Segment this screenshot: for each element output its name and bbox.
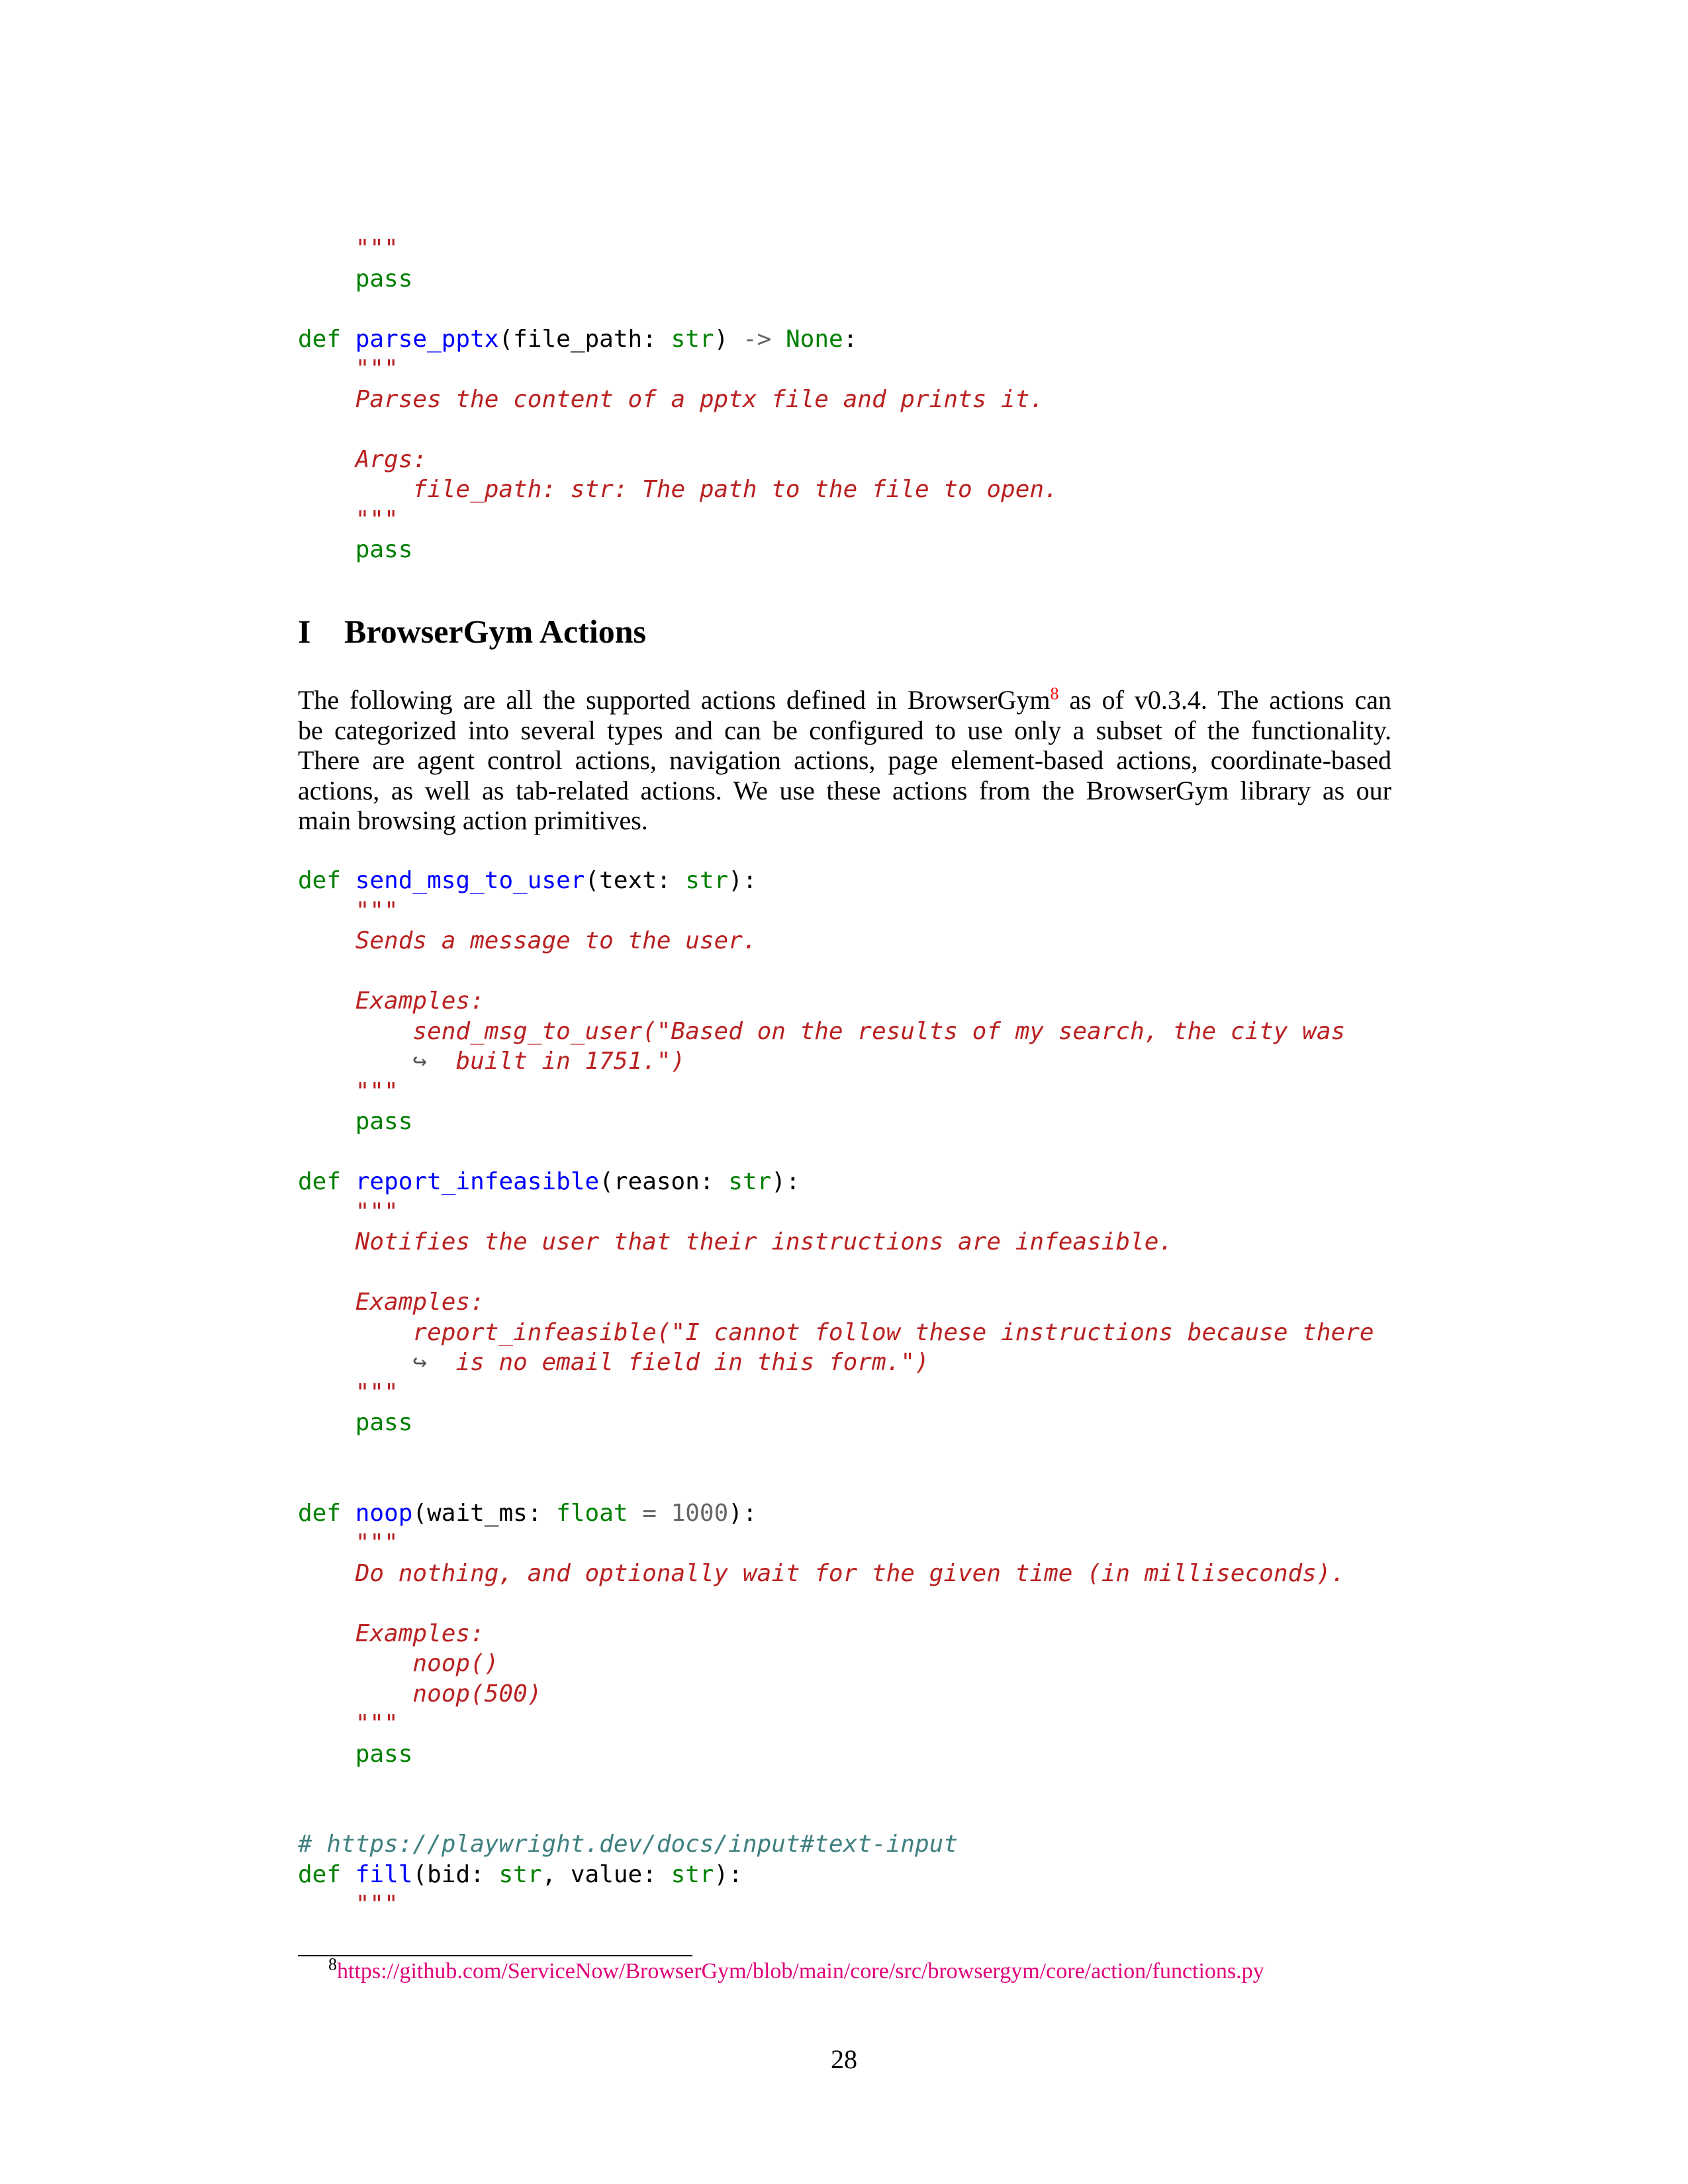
footnote-link[interactable]: https://github.com/ServiceNow/BrowserGym/blob/main/core/src/browsergym/core/action/functions.py (337, 1959, 1264, 1983)
code-line: noop(500) (298, 1680, 542, 1707)
code-line: """ (298, 1379, 399, 1406)
code-line (298, 1468, 1374, 1498)
function-name: noop (355, 1499, 413, 1527)
code-line: Examples: (298, 1289, 485, 1316)
code-line: Notifies the user that their instructions are infeasible. (298, 1228, 1174, 1255)
code-line (298, 294, 1058, 324)
code-line: pass (298, 1409, 413, 1436)
code-line: """ (298, 506, 399, 533)
code-line (298, 1588, 1374, 1619)
code-line: noop() (298, 1650, 499, 1677)
continued-text: built in 1751.") (455, 1048, 686, 1075)
section-heading (298, 612, 646, 651)
paragraph-line: actions, as well as tab-related actions. We use these actions from the BrowserGym library as our (298, 775, 1391, 805)
code-line (298, 414, 1058, 445)
code-line-def-send-msg (298, 866, 1374, 896)
body-paragraph (298, 685, 1391, 836)
code-text: ): (771, 1168, 800, 1195)
code-line (298, 1257, 1374, 1288)
paragraph-text: as of v0.3.4. The actions can (1058, 685, 1391, 715)
code-line: pass (298, 536, 413, 563)
default-value: 1000 (671, 1499, 729, 1527)
def-keyword: def (298, 1168, 342, 1195)
code-block-parse-pptx (298, 234, 1058, 565)
code-block-actions (298, 866, 1374, 1920)
code-line: Parses the content of a pptx file and prints it. (298, 385, 1045, 413)
equals-operator: = (628, 1499, 671, 1527)
code-line: report_infeasible("I cannot follow these instructions because there (298, 1318, 1374, 1346)
code-text: ) (714, 325, 743, 353)
line-wrap-arrow-icon: ↪ (412, 1048, 428, 1075)
code-line-continued (298, 1046, 1374, 1077)
footnote-rule (298, 1955, 692, 1956)
code-line: Sends a message to the user. (298, 927, 757, 954)
code-line: Args: (298, 445, 428, 473)
code-line: """ (298, 1077, 399, 1105)
type-name: str (671, 1860, 714, 1888)
function-name: fill (355, 1860, 413, 1888)
footnote-mark: 8 (328, 1954, 337, 1974)
code-line: """ (298, 355, 399, 383)
code-text: (file_path: (498, 325, 671, 353)
def-keyword: def (298, 867, 342, 894)
paragraph-line: There are agent control actions, navigation actions, page element-based actions, coordinate-based (298, 745, 1391, 775)
type-name: str (498, 1860, 542, 1888)
code-line: pass (298, 265, 413, 293)
code-line (298, 1438, 1374, 1469)
paragraph-text: The following are all the supported actions defined in BrowserGym (298, 685, 1051, 715)
code-text: ): (714, 1860, 743, 1888)
code-line: """ (298, 1198, 399, 1226)
code-line (298, 956, 1374, 987)
code-line-def-parse-pptx (298, 324, 1058, 355)
code-line: pass (298, 1740, 413, 1768)
type-name: str (671, 325, 714, 353)
function-name: report_infeasible (355, 1168, 600, 1195)
code-line: """ (298, 897, 399, 925)
footnote (328, 1954, 1264, 1984)
code-line: """ (298, 1710, 399, 1737)
code-text: (text: (585, 867, 686, 894)
code-line (298, 1799, 1374, 1830)
code-text: ): (728, 1499, 757, 1527)
type-name: str (685, 867, 729, 894)
def-keyword: def (298, 1860, 342, 1888)
footnote-reference[interactable]: 8 (1050, 684, 1059, 704)
code-line-def-noop (298, 1498, 1374, 1529)
code-line: """ (298, 1891, 399, 1918)
function-name: parse_pptx (355, 325, 499, 353)
def-keyword: def (298, 325, 342, 353)
code-text: : (843, 325, 858, 353)
section-title: BrowserGym Actions (344, 613, 646, 650)
code-line-def-report-infeasible (298, 1167, 1374, 1197)
paragraph-line (298, 685, 1391, 715)
code-line: """ (298, 1529, 399, 1557)
arrow-operator: -> (742, 325, 772, 353)
code-line: file_path: str: The path to the file to open. (298, 476, 1058, 503)
paragraph-line: main browsing action primitives. (298, 805, 648, 835)
page-number: 28 (831, 2044, 857, 2074)
line-wrap-arrow-icon: ↪ (412, 1349, 428, 1376)
code-line: Do nothing, and optionally wait for the given time (in milliseconds). (298, 1559, 1346, 1587)
def-keyword: def (298, 1499, 342, 1527)
continued-text: is no email field in this form.") (455, 1349, 929, 1376)
code-line: send_msg_to_user("Based on the results of my search, the city was (298, 1017, 1346, 1045)
code-line: """ (298, 235, 399, 262)
function-name: send_msg_to_user (355, 867, 585, 894)
type-name: str (728, 1168, 772, 1195)
code-text: (wait_ms: (412, 1499, 557, 1527)
section-number: I (298, 613, 311, 650)
paragraph-line: be categorized into several types and can be configured to use only a subset of the functionality. (298, 715, 1391, 745)
code-comment: # https://playwright.dev/docs/input#text-input (298, 1831, 958, 1858)
return-type: None (786, 325, 843, 353)
code-text: (bid: (412, 1860, 499, 1888)
code-text: ): (728, 867, 757, 894)
code-line-continued (298, 1347, 1374, 1378)
code-line: pass (298, 1108, 413, 1135)
code-text: (reason: (599, 1168, 729, 1195)
code-line (298, 1769, 1374, 1799)
type-name: float (556, 1499, 628, 1527)
code-line-def-fill (298, 1860, 1374, 1890)
code-line: Examples: (298, 1619, 485, 1647)
code-text: , value: (541, 1860, 671, 1888)
code-line (298, 1137, 1374, 1167)
code-line: Examples: (298, 987, 485, 1015)
